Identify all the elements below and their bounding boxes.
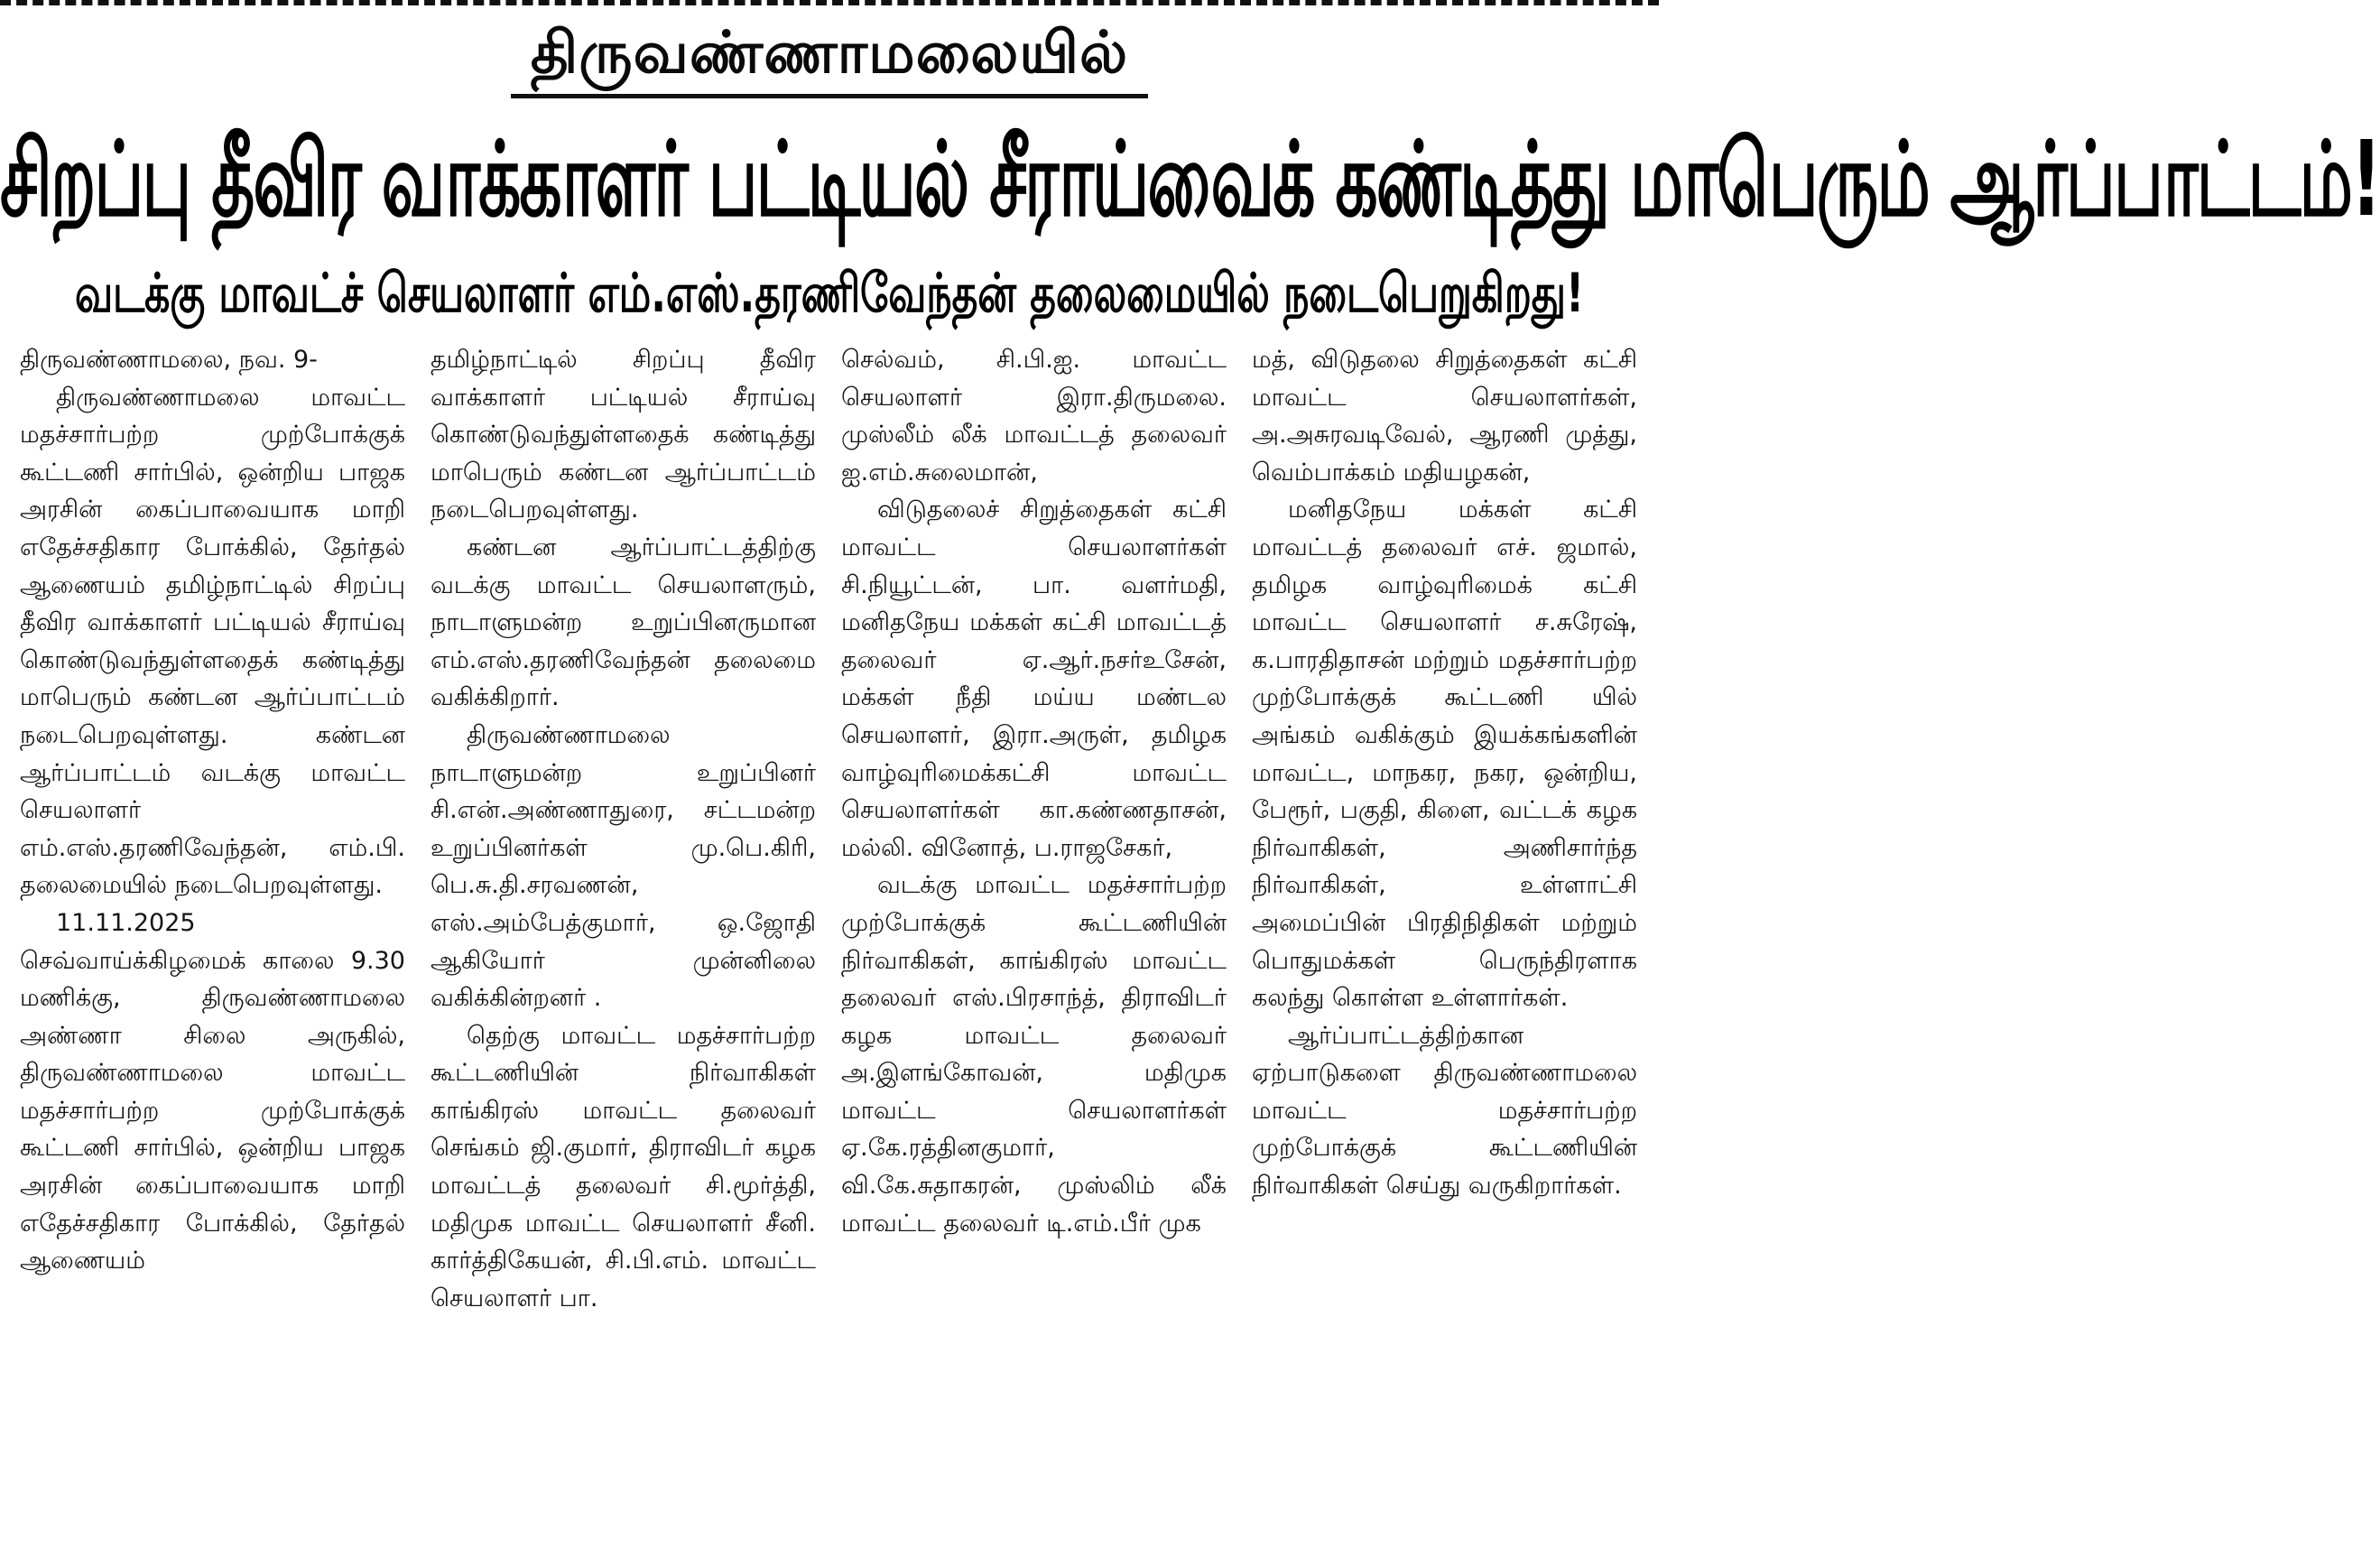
article-column-4 — [1239, 341, 1650, 1551]
paragraph: வடக்கு மாவட்ட மதச்சார்பற்ற முற்போக்குக் கூட்டணியின் நிர்வாகிகள், காங்கிரஸ் மாவட்ட தலைவர் எஸ்.பிரசாந்த், திராவிடர் கழக மாவட்ட தலைவர் அ.இளங்கோவன், மதிமுக மாவட்ட செயலாளர்கள் ஏ.கே.ரத்தினகுமார், வி.கே.சுதாகரன், முஸ்லிம் லீக் மாவட்ட தலைவர் டி.எம்.பீர் முக — [841, 871, 1227, 1238]
paragraph: மத், விடுதலை சிறுத்தைகள் கட்சி மாவட்ட செயலாளர்கள், அ.அசுரவடிவேல், ஆரணி முத்து, வெம்பாக்கம் மதியழகன், — [1252, 346, 1637, 487]
paragraph: மனிதநேய மக்கள் கட்சி மாவட்டத் தலைவர் எச். ஜமால், தமிழக வாழ்வுரிமைக் கட்சி மாவட்ட செயலாளர் ச.சுரேஷ், க.பாரதிதாசன் மற்றும் மதச்சார்பற்ற முற்போக்குக் கூட்டணி யில் அங்கம் வகிக்கும் இயக்கங்களின் மாவட்ட, மாநகர, நகர, ஒன்றிய, பேரூர், பகுதி, கிளை, வட்டக் கழக நிர்வாகிகள், அணிசார்ந்த நிர்வாகிகள், உள்ளாட்சி அமைப்பின் பிரதிநிதிகள் மற்றும் பொதுமக்கள் பெருந்திரளாக கலந்து கொள்ள உள்ளார்கள். — [1252, 496, 1637, 1013]
paragraph: தமிழ்நாட்டில் சிறப்பு தீவிர வாக்காளர் பட்டியல் சீராய்வு கொண்டுவந்துள்ளதைக் கண்டித்து மாபெரும் கண்டன ஆர்ப்பாட்டம் நடைபெறவுள்ளது. — [431, 346, 816, 524]
article-column-1 — [7, 341, 418, 1551]
headline: சிறப்பு தீவிர வாக்காளர் பட்டியல் சீராய்வைக் கண்டித்து மாபெரும் ஆர்ப்பாட்டம்! — [0, 119, 2380, 240]
article-body — [7, 341, 1652, 1551]
paragraph: தெற்கு மாவட்ட மதச்சார்பற்ற கூட்டணியின் நிர்வாகிகள் காங்கிரஸ் மாவட்ட தலைவர் செங்கம் ஜி.குமார், திராவிடர் கழக மாவட்டத் தலைவர் சி.மூர்த்தி, மதிமுக மாவட்ட செயலாளர் சீனி. கார்த்திகேயன், சி.பி.எம். மாவட்ட செயலாளர் பா. — [431, 1021, 816, 1312]
paragraph: திருவண்ணாமலை நாடாளுமன்ற உறுப்பினர் சி.என்.அண்ணாதுரை, சட்டமன்ற உறுப்பினர்கள் மு.பெ.கிரி, பெ.சு.தி.சரவணன், எஸ்.அம்பேத்குமார், ஒ.ஜோதி ஆகியோர் முன்னிலை வகிக்கின்றனர் . — [431, 720, 816, 1013]
paragraph: கண்டன ஆர்ப்பாட்டத்திற்கு வடக்கு மாவட்ட செயலாளரும், நாடாளுமன்ற உறுப்பினருமான எம்.எஸ்.தரணிவேந்தன் தலைமை வகிக்கிறார். — [431, 533, 816, 712]
paragraph: செல்வம், சி.பி.ஐ. மாவட்ட செயலாளர் இரா.திருமலை. முஸ்லீம் லீக் மாவட்டத் தலைவர் ஐ.எம்.சுலைமான், — [841, 346, 1227, 487]
subheadline: வடக்கு மாவட்ச் செயலாளர் எம்.எஸ்.தரணிவேந்தன் தலைமையில் நடைபெறுகிறது! — [74, 262, 1585, 325]
kicker-text: திருவண்ணாமலையில் — [511, 16, 1148, 98]
dateline: திருவண்ணாமலை, நவ. 9- — [20, 346, 318, 374]
article-column-3 — [829, 341, 1239, 1551]
paragraph: விடுதலைச் சிறுத்தைகள் கட்சி மாவட்ட செயலாளர்கள் சி.நியூட்டன், பா. வளர்மதி, மனிதநேய மக்கள் கட்சி மாவட்டத் தலைவர் ஏ.ஆர்.நசர்உசேன், மக்கள் நீதி மய்ய மண்டல செயலாளர், இரா.அருள், தமிழக வாழ்வுரிமைக்கட்சி மாவட்ட செயலாளர்கள் கா.கண்ணதாசன், மல்லி. வினோத், ப.ராஜசேகர், — [841, 496, 1227, 862]
paragraph: 11.11.2025 செவ்வாய்க்கிழமைக் காலை 9.30 மணிக்கு, திருவண்ணாமலை அண்ணா சிலை அருகில், திருவண்ணாமலை மாவட்ட மதச்சார்பற்ற முற்போக்குக் கூட்டணி சார்பில், ஒன்றிய பாஜக அரசின் கைப்பாவையாக மாறி எதேச்சதிகார போக்கில், தேர்தல் ஆணையம் — [20, 908, 405, 1275]
top-dashed-border — [0, 0, 1659, 7]
article-column-2 — [418, 341, 829, 1551]
paragraph: திருவண்ணாமலை மாவட்ட மதச்சார்பற்ற முற்போக்குக் கூட்டணி சார்பில், ஒன்றிய பாஜக அரசின் கைப்பாவையாக மாறி எதேச்சதிகார போக்கில், தேர்தல் ஆணையம் தமிழ்நாட்டில் சிறப்பு தீவிர வாக்காளர் பட்டியல் சீராய்வு கொண்டுவந்துள்ளதைக் கண்டித்து மாபெரும் கண்டன ஆர்ப்பாட்டம் நடைபெறவுள்ளது. கண்டன ஆர்ப்பாட்டம் வடக்கு மாவட்ட செயலாளர் எம்.எஸ்.தரணிவேந்தன், எம்.பி. தலைமையில் நடைபெறவுள்ளது. — [20, 383, 405, 900]
paragraph: ஆர்ப்பாட்டத்திற்கான ஏற்பாடுகளை திருவண்ணாமலை மாவட்ட மதச்சார்பற்ற முற்போக்குக் கூட்டணியின் நிர்வாகிகள் செய்து வருகிறார்கள். — [1252, 1021, 1637, 1201]
